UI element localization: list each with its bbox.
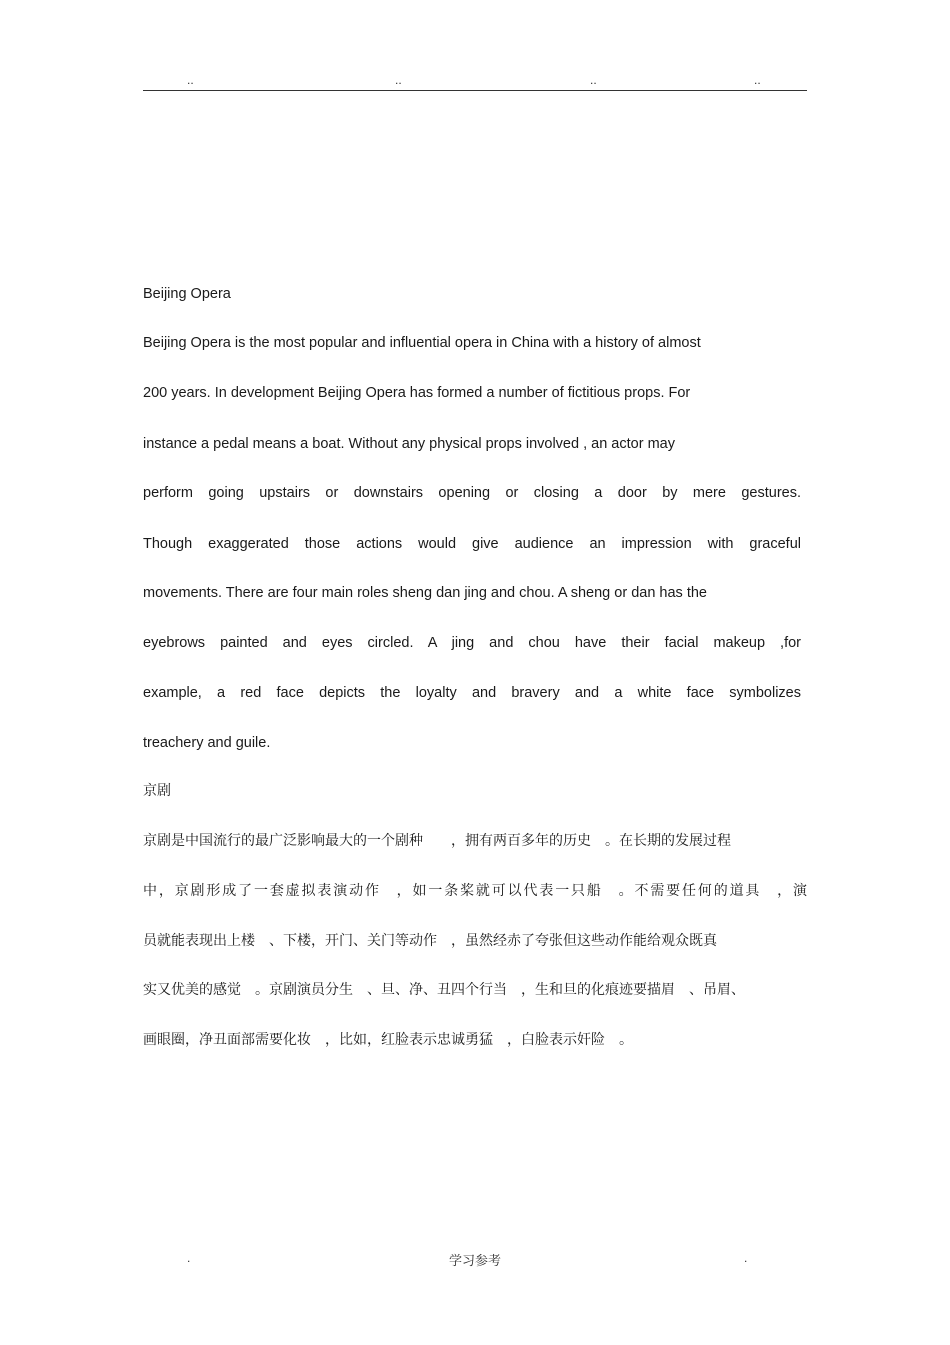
header-dot-4: .. [754,73,761,87]
header-dot-1: .. [187,73,194,87]
header-rule [143,90,807,91]
english-line: movements. There are four main roles sheng dan jing and chou. A sheng or dan has the [143,585,707,601]
chinese-line: 中，京剧形成了一套虚拟表演动作 ，如一条桨就可以代表一只船 。不需要任何的道具 ，演 [143,883,807,899]
chinese-line: 实又优美的感觉 。京剧演员分生 、旦、净、丑四个行当 ，生和旦的化痕迹要描眉 、吊眉、 [143,982,745,998]
header-dot-3: .. [590,73,597,87]
english-line: treachery and guile. [143,735,271,751]
footer-label: 学习参考 [448,1254,501,1269]
english-line: example, a red face depicts the loyalty and bravery and a white face symbolizes [143,685,801,701]
english-line: 200 years. In development Beijing Opera has formed a number of fictitious props. For [143,385,691,401]
header-dot-2: .. [395,73,402,87]
english-line: eyebrows painted and eyes circled. A jing and chou have their facial makeup ,for [143,635,801,651]
chinese-title: 京剧 [143,783,171,799]
chinese-line: 员就能表现出上楼 、下楼，开门、关门等动作 ，虽然经赤了夸张但这些动作能给观众既真 [143,933,717,949]
english-line: perform going upstairs or downstairs opening or closing a door by mere gestures. [143,485,801,501]
footer-right-dot: . [744,1251,748,1265]
page-header [0,0,950,100]
english-line: Beijing Opera is the most popular and influential opera in China with a history of almost [143,335,701,351]
chinese-line: 京剧是中国流行的最广泛影响最大的一个剧种 ，拥有两百多年的历史 。在长期的发展过程 [143,833,731,849]
english-line: Though exaggerated those actions would give audience an impression with graceful [143,536,801,552]
english-line: instance a pedal means a boat. Without any physical props involved , an actor may [143,436,675,452]
chinese-line: 画眼圈，净丑面部需要化妆 ，比如，红脸表示忠诚勇猛 ，白脸表示奸险 。 [143,1032,633,1048]
footer-left-dot: . [187,1251,191,1265]
english-title: Beijing Opera [143,286,231,302]
